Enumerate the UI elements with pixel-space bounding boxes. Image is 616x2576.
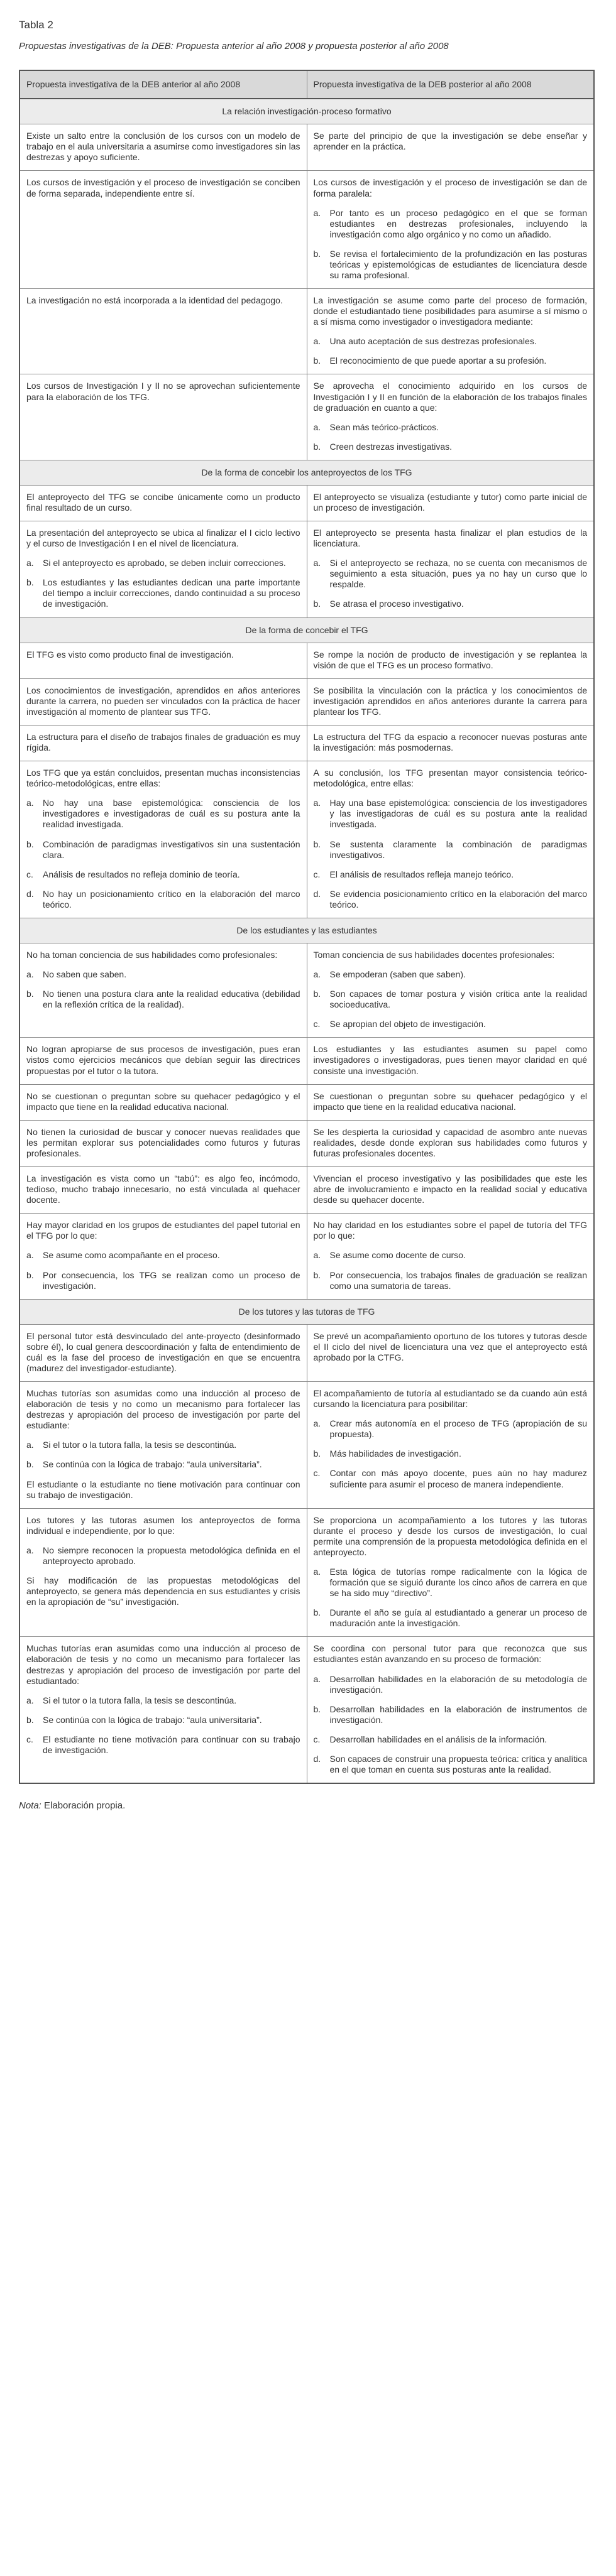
cell-list [314, 558, 588, 609]
list-marker: a. [313, 421, 321, 432]
list-item [314, 336, 588, 347]
cell-paragraph: Toman conciencia de sus habilidades docentes profesionales: [313, 950, 555, 960]
cell-paragraph: El estudiante o la estudiante no tiene motivación para continuar con su trabajo de investigación. [26, 1479, 300, 1500]
list-item [26, 1545, 300, 1567]
cell-after-2008 [307, 726, 594, 761]
cell-paragraph: Los tutores y las tutoras asumen los anteproyectos de forma individual e independiente, por lo que: [26, 1514, 300, 1536]
cell-after-2008 [307, 1508, 594, 1637]
column-header-after-2008: Propuesta investigativa de la DEB posterior al año 2008 [307, 70, 594, 99]
list-item-text: Durante el año se guía al estudiantado a generar un proceso de maduración ante la investigación. [329, 1607, 587, 1629]
list-item-text: No siempre reconocen la propuesta metodológica definida en el anteproyecto aprobado. [43, 1545, 300, 1566]
list-item [314, 969, 588, 980]
list-item [314, 1704, 588, 1725]
cell-before-2008 [19, 485, 307, 521]
section-row [19, 99, 594, 124]
list-item-text: Creen destrezas investigativas. [329, 441, 453, 452]
list-item-text: Se revisa el fortalecimiento de la profundización en las posturas teóricas y epistemológicas de estudiantes de licenciatura desde su rama profesional. [329, 248, 587, 280]
list-item [26, 989, 300, 1010]
cell-paragraph: El personal tutor está desvinculado del ante-proyecto (desinformado sobre él), lo cual genera descoordinación y falta de entendimiento de cuál es la fase del proceso de investigación en que se encuentra (madurez del investigador-estudiante). [26, 1330, 300, 1373]
cell-after-2008 [307, 643, 594, 678]
cell-after-2008 [307, 374, 594, 460]
list-item [26, 1715, 300, 1725]
cell-before-2008 [19, 289, 307, 374]
cell-paragraph: Los cursos de investigación y el proceso de investigación se conciben de forma separada, independiente entre sí. [26, 177, 300, 198]
cell-before-2008 [19, 1038, 307, 1084]
list-item-text: Si el anteproyecto es aprobado, se deben incluir correcciones. [43, 558, 286, 568]
list-marker: c. [26, 1734, 33, 1744]
cell-paragraph: No hay claridad en los estudiantes sobre el papel de tutoría del TFG por lo que: [313, 1220, 587, 1241]
cell-paragraph: No se cuestionan o preguntan sobre su quehacer pedagógico y el impacto que tiene en la realidad educativa nacional. [26, 1090, 300, 1112]
list-marker: c. [313, 1019, 321, 1030]
cell-after-2008 [307, 1637, 594, 1783]
list-item [314, 1468, 588, 1489]
cell-after-2008 [307, 761, 594, 918]
list-item [314, 989, 588, 1010]
list-item-text: Se atrasa el proceso investigativo. [329, 599, 464, 609]
list-item [314, 356, 588, 366]
cell-paragraph: La investigación se asume como parte del proceso de formación, donde el estudiantado tiene posibilidades para asumirse a sí mismo o a sí misma como investigador o investigadora mediante: [313, 295, 587, 327]
cell-before-2008 [19, 1324, 307, 1381]
cell-paragraph: No ha toman conciencia de sus habilidades como profesionales: [26, 950, 278, 960]
list-item-text: No tienen una postura clara ante la realidad educativa (debilidad en la reflexión crítica de la realidad). [43, 989, 300, 1010]
list-item [26, 969, 300, 980]
list-item-text: Esta lógica de tutorías rompe radicalmente con la lógica de formación que se siguió durante los cinco años de carrera en que se ha sido muy “directivo”. [329, 1566, 587, 1599]
list-marker: b. [313, 356, 321, 366]
cell-before-2008 [19, 1382, 307, 1509]
list-item [314, 889, 588, 910]
list-item [26, 798, 300, 830]
cell-list [314, 1418, 588, 1489]
list-marker: a. [313, 1250, 321, 1261]
cell-before-2008 [19, 171, 307, 289]
cell-paragraph: Se parte del principio de que la investigación se debe enseñar y aprender en la práctica. [313, 131, 587, 152]
cell-list [26, 1545, 300, 1567]
cell-after-2008 [307, 521, 594, 617]
list-item-text: Hay una base epistemológica: consciencia de los investigadores y las investigadoras de cuál es su postura ante la realidad investigada. [329, 798, 587, 830]
table-row [19, 1167, 594, 1214]
cell-paragraph: La investigación no está incorporada a la identidad del pedagogo. [26, 295, 283, 306]
cell-list [26, 1695, 300, 1756]
list-marker: a. [313, 207, 321, 218]
table-row [19, 1214, 594, 1299]
cell-after-2008 [307, 1214, 594, 1299]
cell-list [26, 1250, 300, 1291]
note-label: Nota: [19, 1800, 41, 1812]
table-row [19, 521, 594, 617]
cell-paragraph: Vivencian el proceso investigativo y las posibilidades que este les abre de involucramiento e impacto en la realidad social y educativa desde su quehacer docente. [313, 1173, 587, 1205]
cell-paragraph: Los cursos de Investigación I y II no se aprovechan suficientemente para la elaboración de los TFG. [26, 381, 300, 402]
cell-before-2008 [19, 726, 307, 761]
list-item-text: Son capaces de tomar postura y visión crítica ante la realidad socioeducativa. [329, 989, 587, 1010]
table-row [19, 943, 594, 1038]
column-header-before-2008: Propuesta investigativa de la DEB anterior al año 2008 [19, 70, 307, 99]
list-item [314, 1674, 588, 1695]
section-title: De los estudiantes y las estudiantes [19, 918, 594, 943]
list-item-text: Se sustenta claramente la combinación de paradigmas investigativos. [329, 839, 587, 860]
cell-after-2008 [307, 289, 594, 374]
list-marker: b. [313, 1269, 321, 1280]
list-item-text: Se continúa con la lógica de trabajo: “aula universitaria”. [43, 1459, 262, 1470]
list-item [26, 1440, 300, 1450]
list-item-text: Por consecuencia, los trabajos finales de graduación se realizan como una sumatoria de tareas. [329, 1269, 587, 1291]
table-row [19, 761, 594, 918]
cell-paragraph: Se proporciona un acompañamiento a los tutores y las tutoras durante el proceso y desde los cursos de investigación, lo cual permite una comprensión de la propuesta metodológica definida en el anteproyecto. [313, 1514, 587, 1557]
list-item-text: No hay un posicionamiento crítico en la elaboración del marco teórico. [43, 888, 300, 910]
cell-paragraph: A su conclusión, los TFG presentan mayor consistencia teórico-metodológica, entre ellas: [313, 768, 587, 789]
cell-after-2008 [307, 1084, 594, 1120]
table-row [19, 1637, 594, 1783]
list-marker: c. [26, 869, 33, 879]
cell-paragraph: Muchas tutorías eran asumidas como una inducción al proceso de elaboración de tesis y no como un mecanismo para fortalecer las destrezas y apropiación del proceso de investigación por parte del estudiantado: [26, 1643, 300, 1686]
list-marker: a. [26, 798, 34, 808]
cell-after-2008 [307, 1382, 594, 1509]
list-item [26, 577, 300, 609]
list-item-text: Se continúa con la lógica de trabajo: “aula universitaria”. [43, 1714, 262, 1725]
cell-paragraph: Los estudiantes y las estudiantes asumen su papel como investigadores o investigadoras, pues tienen mayor claridad en qué consiste una investigación. [313, 1044, 587, 1076]
cell-paragraph: Existe un salto entre la conclusión de los cursos con un modelo de trabajo en el aula universitaria a asumirse como investigadores sin las destrezas y apoyo suficiente. [26, 131, 300, 163]
cell-paragraph: El anteproyecto se presenta hasta finalizar el plan estudios de la licenciatura. [313, 528, 587, 549]
cell-after-2008 [307, 1038, 594, 1084]
list-marker: b. [26, 1269, 34, 1280]
table-row [19, 374, 594, 460]
cell-paragraph: Los TFG que ya están concluidos, presentan muchas inconsistencias teórico-metodológicas, entre ellas: [26, 768, 300, 789]
list-marker: a. [26, 558, 34, 568]
list-marker: b. [26, 1714, 34, 1725]
list-marker: a. [26, 1250, 34, 1261]
list-item-text: Se asume como acompañante en el proceso. [43, 1250, 220, 1261]
table-row [19, 1508, 594, 1637]
list-item [26, 889, 300, 910]
list-item [314, 599, 588, 609]
table-row [19, 1038, 594, 1084]
list-item-text: El reconocimiento de que puede aportar a su profesión. [329, 356, 547, 366]
cell-before-2008 [19, 943, 307, 1038]
list-item [314, 249, 588, 281]
list-item-text: No hay una base epistemológica: consciencia de los investigadores e investigadoras de cuál es su postura ante la realidad investigada. [43, 798, 300, 830]
list-item [314, 208, 588, 240]
list-item-text: Más habilidades de investigación. [329, 1448, 461, 1459]
list-marker: d. [313, 1753, 321, 1764]
section-title: De los tutores y las tutoras de TFG [19, 1299, 594, 1324]
list-item-text: Una auto aceptación de sus destrezas profesionales. [329, 336, 537, 347]
cell-paragraph: Los cursos de investigación y el proceso de investigación se dan de forma paralela: [313, 177, 587, 198]
cell-paragraph: Si hay modificación de las propuestas metodológicas del anteproyecto, se genera más dependencia en sus estudiantes y crisis en la apropiación de “su” investigación. [26, 1575, 300, 1607]
list-marker: b. [313, 1607, 321, 1618]
cell-before-2008 [19, 1167, 307, 1214]
cell-after-2008 [307, 943, 594, 1038]
cell-before-2008 [19, 1120, 307, 1166]
list-item-text: Sean más teórico-prácticos. [329, 421, 439, 432]
table-note [19, 1800, 597, 1812]
list-marker: b. [313, 441, 321, 452]
cell-paragraph: El anteproyecto se visualiza (estudiante y tutor) como parte inicial de un proceso de investigación. [313, 491, 587, 513]
list-item-text: Crear más autonomía en el proceso de TFG (apropiación de su propuesta). [329, 1418, 587, 1440]
list-marker: c. [313, 869, 321, 879]
table-row [19, 124, 594, 171]
cell-list [26, 1440, 300, 1470]
list-item [314, 1754, 588, 1775]
list-item [314, 1418, 588, 1440]
table-row [19, 726, 594, 761]
list-item-text: Por consecuencia, los TFG se realizan como un proceso de investigación. [43, 1269, 300, 1291]
list-marker: b. [313, 1704, 321, 1714]
table-row [19, 171, 594, 289]
cell-before-2008 [19, 124, 307, 171]
section-row [19, 460, 594, 485]
list-item-text: Combinación de paradigmas investigativos sin una sustentación clara. [43, 839, 300, 860]
cell-after-2008 [307, 1120, 594, 1166]
list-item [314, 422, 588, 433]
list-item [26, 558, 300, 568]
cell-paragraph: Hay mayor claridad en los grupos de estudiantes del papel tutorial en el TFG por lo que: [26, 1220, 300, 1241]
table-caption: Propuestas investigativas de la DEB: Propuesta anterior al año 2008 y propuesta posterior al año 2008 [19, 40, 449, 52]
list-marker: a. [313, 558, 321, 568]
list-marker: b. [26, 1459, 34, 1470]
cell-list [26, 798, 300, 910]
cell-list [314, 798, 588, 910]
cell-after-2008 [307, 678, 594, 725]
list-marker: b. [313, 1448, 321, 1459]
list-item-text: Son capaces de construir una propuesta teórica: crítica y analítica en el que toman en cuenta sus posturas ante la realidad. [329, 1753, 587, 1774]
cell-before-2008 [19, 678, 307, 725]
cell-before-2008 [19, 1637, 307, 1783]
cell-paragraph: No logran apropiarse de sus procesos de investigación, pues eran vistos como ejercicios mecánicos que debían seguir las directrices propuestas por el tutor o la tutora. [26, 1044, 300, 1076]
cell-list [314, 208, 588, 281]
cell-paragraph: Los conocimientos de investigación, aprendidos en años anteriores durante la carrera, no pueden ser vinculados con la práctica de hacer investigación al momento de plantear sus TFG. [26, 685, 300, 717]
cell-before-2008 [19, 643, 307, 678]
list-item [26, 1459, 300, 1470]
list-item-text: Análisis de resultados no refleja dominio de teoría. [43, 869, 240, 879]
section-title: La relación investigación-proceso formativo [19, 99, 594, 124]
list-marker: b. [313, 989, 321, 999]
list-item [26, 1270, 300, 1291]
cell-after-2008 [307, 1324, 594, 1381]
list-item [314, 1019, 588, 1030]
cell-list [314, 1674, 588, 1776]
list-marker: a. [26, 969, 34, 980]
list-marker: b. [26, 577, 34, 588]
list-item-text: Los estudiantes y las estudiantes dedican una parte importante del tiempo a incluir correcciones, dando continuidad a su proceso de investigación. [43, 577, 300, 609]
list-item-text: Desarrollan habilidades en el análisis de la información. [329, 1734, 547, 1744]
cell-paragraph: La estructura para el diseño de trabajos finales de graduación es muy rígida. [26, 732, 300, 753]
cell-after-2008 [307, 1167, 594, 1214]
table-header-row [19, 70, 594, 99]
list-item-text: No saben que saben. [43, 969, 127, 980]
cell-paragraph: Se rompe la noción de producto de investigación y se replantea la visión de que el TFG es un proceso formativo. [313, 649, 587, 670]
cell-paragraph: Se cuestionan o preguntan sobre su quehacer pedagógico y el impacto que tiene en la realidad educativa nacional. [313, 1090, 587, 1112]
list-item-text: Por tanto es un proceso pedagógico en el que se forman estudiantes en destrezas profesionales, incluyendo la investigación como algo orgánico y no como un añadido. [329, 207, 587, 239]
list-item [314, 1567, 588, 1599]
list-item-text: Si el tutor o la tutora falla, la tesis se descontinúa. [43, 1695, 237, 1705]
list-marker: a. [313, 1418, 321, 1429]
list-item-text: Si el tutor o la tutora falla, la tesis se descontinúa. [43, 1440, 237, 1450]
cell-before-2008 [19, 521, 307, 617]
cell-after-2008 [307, 485, 594, 521]
list-item-text: Se evidencia posicionamiento crítico en la elaboración del marco teórico. [329, 888, 587, 910]
list-item [26, 869, 300, 880]
table-row [19, 1382, 594, 1509]
cell-paragraph: La presentación del anteproyecto se ubica al finalizar el I ciclo lectivo y el curso de Investigación I en el nivel de licenciatura. [26, 528, 300, 549]
list-item-text: Se empoderan (saben que saben). [329, 969, 466, 980]
list-item-text: Se asume como docente de curso. [329, 1250, 466, 1261]
cell-before-2008 [19, 1214, 307, 1299]
list-marker: b. [26, 839, 34, 849]
list-item-text: El estudiante no tiene motivación para continuar con su trabajo de investigación. [43, 1734, 300, 1755]
cell-paragraph: Se prevé un acompañamiento oportuno de los tutores y tutoras desde el II ciclo del nivel de licenciatura una vez que el anteproyecto está aprobado por la CTFG. [313, 1330, 587, 1362]
list-item [26, 1250, 300, 1261]
table-row [19, 289, 594, 374]
list-marker: b. [313, 839, 321, 849]
section-row [19, 918, 594, 943]
list-marker: a. [313, 1566, 321, 1577]
list-marker: a. [313, 969, 321, 980]
list-item [314, 1448, 588, 1459]
list-item-text: Se apropian del objeto de investigación. [329, 1019, 486, 1030]
list-item-text: Desarrollan habilidades en la elaboración de su metodología de investigación. [329, 1673, 587, 1695]
cell-paragraph: Se aprovecha el conocimiento adquirido en los cursos de Investigación I y II en función de la elaboración de los trabajos finales de graduación en cuanto a que: [313, 381, 587, 413]
list-marker: a. [26, 1695, 34, 1705]
cell-paragraph: Muchas tutorías son asumidas como una inducción al proceso de elaboración de tesis y no como un mecanismo para fortalecer las destrezas y apropiación del proceso de investigación por parte del estudiante: [26, 1388, 300, 1431]
cell-list [314, 336, 588, 366]
list-item [314, 442, 588, 452]
list-item [26, 839, 300, 861]
list-marker: a. [313, 336, 321, 347]
list-item [314, 558, 588, 590]
list-marker: d. [26, 888, 34, 899]
cell-after-2008 [307, 171, 594, 289]
cell-paragraph: Se posibilita la vinculación con la práctica y los conocimientos de investigación aprendidos en años anteriores durante la carrera para plantear los TFG. [313, 685, 587, 717]
cell-list [314, 422, 588, 452]
table-row [19, 1324, 594, 1381]
list-marker: c. [313, 1734, 321, 1744]
cell-before-2008 [19, 1508, 307, 1637]
table-row [19, 485, 594, 521]
list-item [26, 1695, 300, 1706]
cell-paragraph: La investigación es vista como un “tabú”: es algo feo, incómodo, tedioso, mucho trabajo innecesario, no está vinculada al quehacer docente. [26, 1173, 300, 1205]
cell-list [26, 558, 300, 609]
cell-before-2008 [19, 1084, 307, 1120]
list-item [314, 869, 588, 880]
cell-paragraph: Se les despierta la curiosidad y capacidad de asombro ante nuevas realidades, desde donde exploran sus habilidades como futuros y futuras profesionales docentes. [313, 1126, 587, 1158]
cell-paragraph: El TFG es visto como producto final de investigación. [26, 649, 234, 660]
list-item [314, 1270, 588, 1291]
table-row [19, 1120, 594, 1166]
cell-list [314, 1250, 588, 1291]
section-title: De la forma de concebir el TFG [19, 617, 594, 643]
comparison-table [19, 70, 595, 1784]
section-row [19, 1299, 594, 1324]
cell-list [314, 969, 588, 1030]
table-row [19, 643, 594, 678]
list-marker: a. [26, 1545, 34, 1555]
list-item [26, 1734, 300, 1756]
list-item-text: El análisis de resultados refleja manejo teórico. [329, 869, 514, 879]
list-item [314, 1250, 588, 1261]
cell-paragraph: No tienen la curiosidad de buscar y conocer nuevas realidades que les permitan explorar sus potencialidades como futuros y futuras profesionales. [26, 1126, 300, 1158]
list-item-text: Si el anteproyecto se rechaza, no se cuenta con mecanismos de seguimiento a esta situación, pues ya no hay un curso que lo respalde. [329, 558, 587, 590]
cell-after-2008 [307, 124, 594, 171]
list-marker: d. [313, 888, 321, 899]
list-item [314, 798, 588, 830]
cell-before-2008 [19, 374, 307, 460]
list-marker: b. [313, 599, 321, 609]
cell-paragraph: El acompañamiento de tutoría al estudiantado se da cuando aún está cursando la licenciatura para posibilitar: [313, 1388, 587, 1410]
table-row [19, 1084, 594, 1120]
list-marker: b. [26, 989, 34, 999]
table-number: Tabla 2 [19, 19, 53, 31]
list-marker: b. [313, 248, 321, 259]
list-item-text: Desarrollan habilidades en la elaboración de instrumentos de investigación. [329, 1704, 587, 1725]
cell-paragraph: El anteproyecto del TFG se concibe únicamente como un producto final resultado de un curso. [26, 491, 300, 513]
cell-list [314, 1567, 588, 1629]
table-row [19, 678, 594, 725]
note-text: Elaboración propia. [41, 1800, 126, 1812]
list-marker: a. [313, 798, 321, 808]
list-item [314, 1734, 588, 1745]
cell-paragraph: La estructura del TFG da espacio a reconocer nuevas posturas ante la investigación: más posmodernas. [313, 732, 587, 753]
cell-paragraph: Se coordina con personal tutor para que reconozca que sus estudiantes están avanzando en su proceso de formación: [313, 1643, 587, 1665]
list-item [314, 1607, 588, 1629]
list-marker: c. [313, 1468, 321, 1479]
section-title: De la forma de concebir los anteproyectos de los TFG [19, 460, 594, 485]
list-marker: a. [26, 1440, 34, 1450]
list-item-text: Contar con más apoyo docente, pues aún no hay madurez suficiente para asumir el proceso de manera independiente. [329, 1468, 587, 1489]
section-row [19, 617, 594, 643]
table-body [19, 99, 594, 1783]
cell-list [26, 969, 300, 1010]
list-item [314, 839, 588, 861]
cell-before-2008 [19, 761, 307, 918]
list-marker: a. [313, 1673, 321, 1684]
